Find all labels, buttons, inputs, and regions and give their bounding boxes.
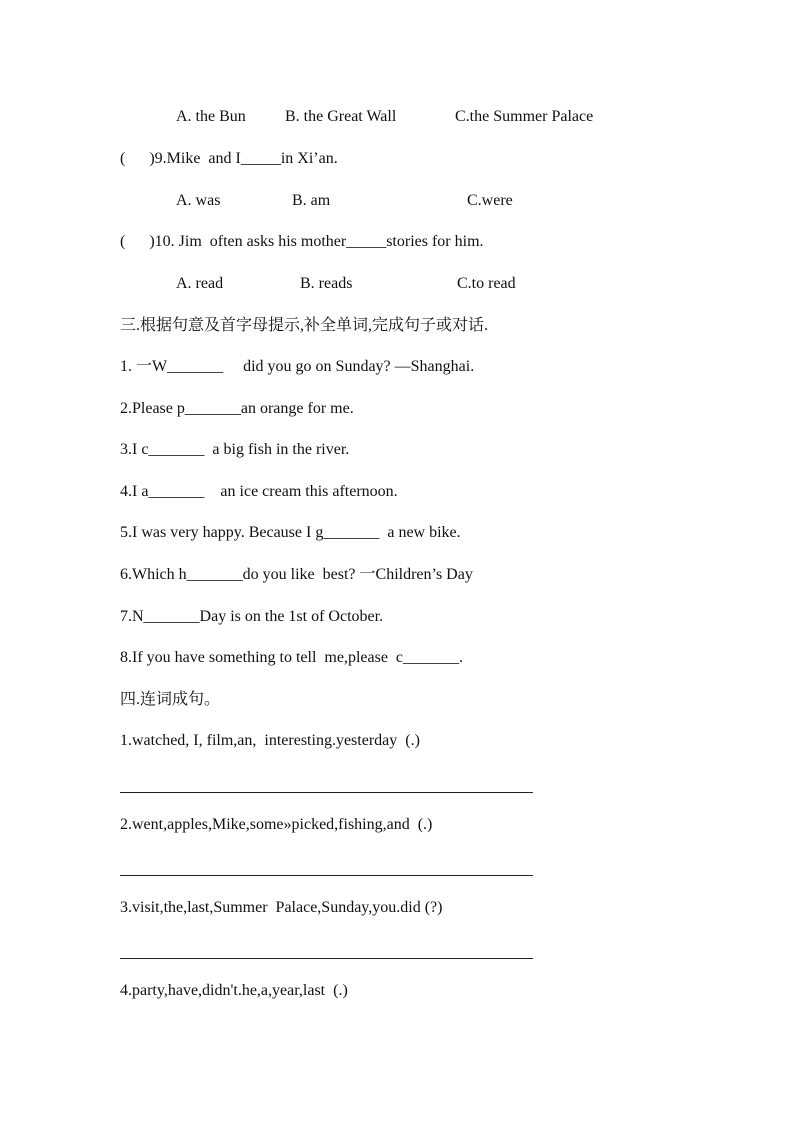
q10-option-a: A. read <box>176 275 224 292</box>
section3-item-8: 8.If you have something to tell me,please c_______. <box>120 649 464 666</box>
q10-option-c: C.to read <box>457 275 516 292</box>
section4-title: 四.连词成句。 <box>120 691 221 708</box>
section4-item-2: 2.went,apples,Mike,some»picked,fishing,and (.) <box>120 816 433 833</box>
section3-item-3: 3.I c_______ a big fish in the river. <box>120 441 350 458</box>
q10-option-b: B. reads <box>300 275 353 292</box>
q9-option-b: B. am <box>292 192 331 209</box>
section3-title: 三.根据句意及首字母提示,补全单词,完成句子或对话. <box>120 317 489 334</box>
answer-line-3[interactable] <box>120 958 533 959</box>
answer-line-1[interactable] <box>120 792 533 793</box>
section3-item-7: 7.N_______Day is on the 1st of October. <box>120 608 384 625</box>
q8-option-c: C.the Summer Palace <box>455 108 594 125</box>
q8-option-a: A. the Bun <box>176 108 246 125</box>
section4-item-4: 4.party,have,didn't.he,a,year,last (.) <box>120 982 348 999</box>
q9-option-a: A. was <box>176 192 221 209</box>
q9-option-c: C.were <box>467 192 513 209</box>
q10-stem: ( )10. Jim often asks his mother_____stories for him. <box>120 233 484 250</box>
section3-item-1: 1. 一W_______ did you go on Sunday? —Shanghai. <box>120 358 475 375</box>
q9-stem: ( )9.Mike and I_____in Xi’an. <box>120 150 338 167</box>
section4-item-1: 1.watched, I, film,an, interesting.yesterday (.) <box>120 732 420 749</box>
answer-line-2[interactable] <box>120 875 533 876</box>
section4-item-3: 3.visit,the,last,Summer Palace,Sunday,you.did (?) <box>120 899 443 916</box>
section3-item-4: 4.I a_______ an ice cream this afternoon. <box>120 483 398 500</box>
section3-item-5: 5.I was very happy. Because I g_______ a new bike. <box>120 524 461 541</box>
section3-item-2: 2.Please p_______an orange for me. <box>120 400 354 417</box>
section3-item-6: 6.Which h_______do you like best? 一Children’s Day <box>120 566 473 583</box>
q8-option-b: B. the Great Wall <box>285 108 397 125</box>
